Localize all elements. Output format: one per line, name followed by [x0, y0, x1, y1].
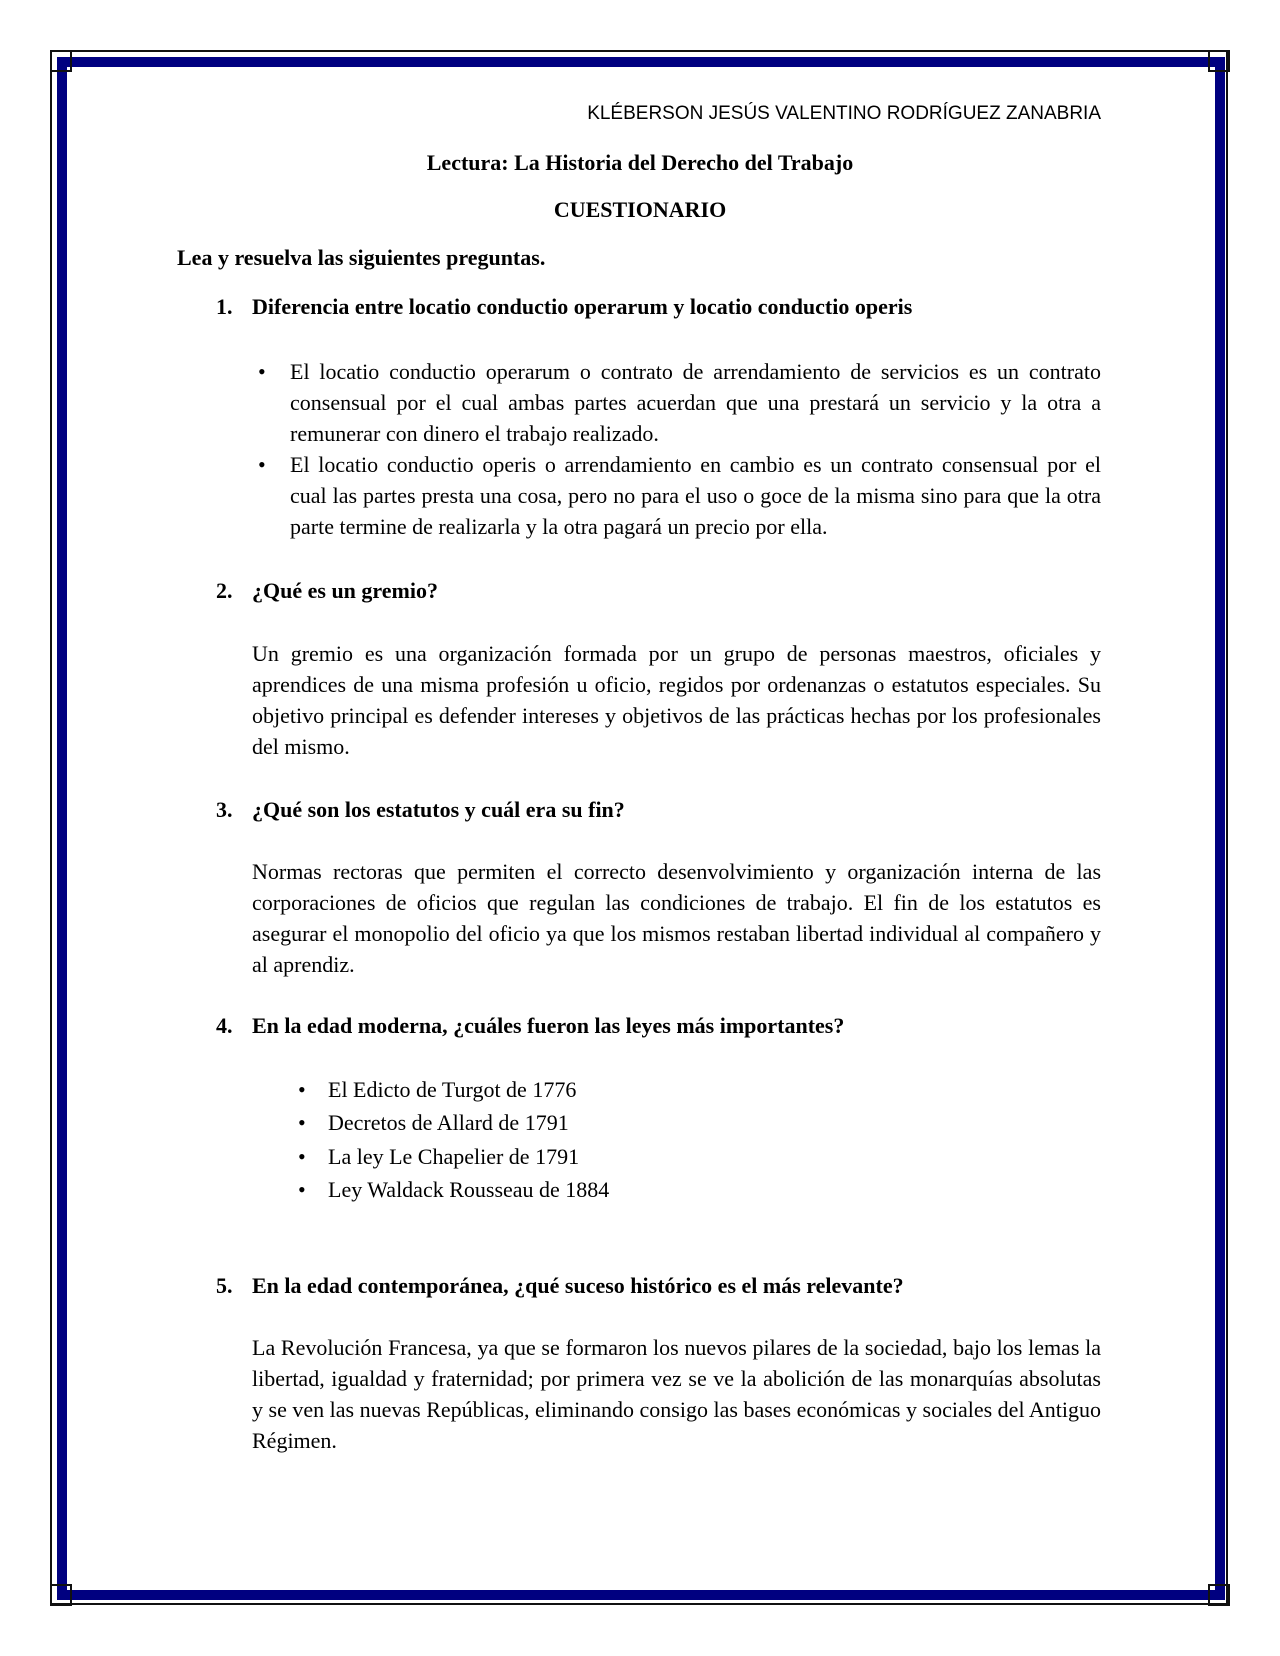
question-number: 2. — [216, 578, 233, 603]
question-number: 5. — [216, 1273, 233, 1298]
list-item: • El Edicto de Turgot de 1776 — [298, 1073, 609, 1106]
question-text: ¿Qué es un gremio? — [252, 578, 438, 603]
question-number: 3. — [216, 797, 233, 822]
question-text: ¿Qué son los estatutos y cuál era su fin? — [252, 797, 625, 822]
answer-5: La Revolución Francesa, ya que se formaron los nuevos pilares de la sociedad, bajo los lemas la libertad, igualdad y fraternidad; por primera vez se ve la abolición de las monarquías absolutas y se ven las nuevas Repúblicas, eliminando consigo las bases económicas y sociales del Antiguo Régimen. — [252, 1335, 1101, 1453]
question-5 — [216, 1273, 904, 1299]
question-3 — [216, 797, 625, 823]
corner-ornament — [50, 1584, 72, 1606]
question-text: Diferencia entre locatio conductio operarum y locatio conductio operis — [252, 294, 913, 319]
list-item: • Ley Waldack Rousseau de 1884 — [298, 1173, 609, 1206]
question-number: 4. — [216, 1013, 233, 1038]
answer-4-list — [298, 1073, 609, 1206]
answer-1-list — [258, 356, 1101, 542]
document-subtitle: CUESTIONARIO — [553, 197, 727, 222]
corner-ornament — [1208, 50, 1230, 72]
question-number: 1. — [216, 294, 233, 319]
list-item: • El locatio conductio operarum o contrato de arrendamiento de servicios es un contrato consensual por el cual ambas partes acuerdan que una prestará un servicio y la otra a remunerar con dinero el trabajo realizado. — [258, 356, 1101, 449]
question-4 — [216, 1013, 844, 1039]
list-item: • El locatio conductio operis o arrendamiento en cambio es un contrato consensual por el cual las partes presta una cosa, pero no para el uso o goce de la misma sino para que la otra parte termine de realizarla y la otra pagará un precio por ella. — [258, 449, 1101, 542]
instruction: Lea y resuelva las siguientes preguntas. — [177, 245, 546, 270]
question-1 — [216, 294, 912, 320]
answer-2: Un gremio es una organización formada por un grupo de personas maestros, oficiales y aprendices de una misma profesión u oficio, regidos por ordenanzas o estatutos especiales. Su objetivo principal es defender intereses y objetivos de las prácticas hechas por los profesionales del mismo. — [252, 641, 1101, 759]
list-item: • La ley Le Chapelier de 1791 — [298, 1140, 609, 1173]
question-text: En la edad contemporánea, ¿qué suceso histórico es el más relevante? — [252, 1273, 904, 1298]
document-title: Lectura: La Historia del Derecho del Trabajo — [426, 150, 854, 175]
corner-ornament — [1208, 1584, 1230, 1606]
author-header: KLÉBERSON JESÚS VALENTINO RODRÍGUEZ ZANABRIA — [587, 103, 1101, 124]
question-2 — [216, 578, 438, 604]
question-text: En la edad moderna, ¿cuáles fueron las leyes más importantes? — [252, 1013, 845, 1038]
answer-3: Normas rectoras que permiten el correcto desenvolvimiento y organización interna de las corporaciones de oficios que regulan las condiciones de trabajo. El fin de los estatutos es asegurar el monopolio del oficio ya que los mismos restaban libertad individual al compañero y al aprendiz. — [252, 859, 1101, 977]
list-item: • Decretos de Allard de 1791 — [298, 1106, 609, 1139]
corner-ornament — [50, 50, 72, 72]
